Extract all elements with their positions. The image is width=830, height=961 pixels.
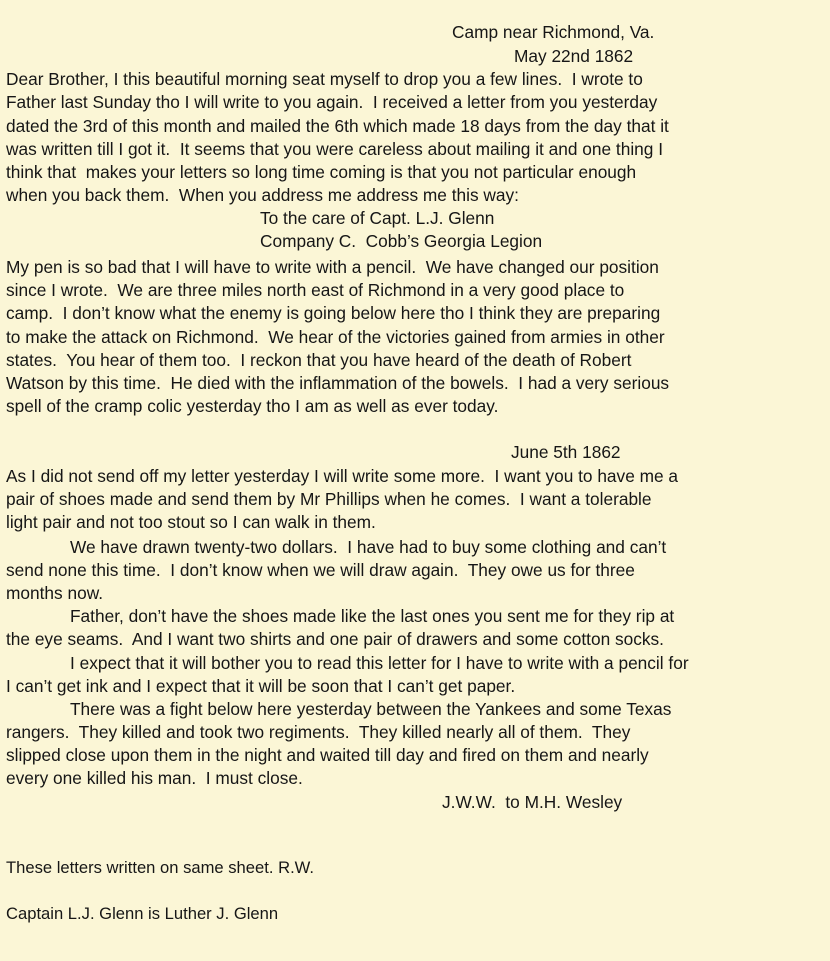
letter-line: when you back them. When you address me address me this way: bbox=[6, 185, 519, 205]
letter-line: My pen is so bad that I will have to write with a pencil. We have changed our position bbox=[6, 257, 659, 277]
letter-date: May 22nd 1862 bbox=[514, 46, 634, 66]
letter-line: dated the 3rd of this month and mailed the 6th which made 18 days from the day that it bbox=[6, 116, 669, 136]
editor-note: These letters written on same sheet. R.W. bbox=[6, 858, 315, 877]
letter-line: to make the attack on Richmond. We hear of the victories gained from armies in other bbox=[6, 327, 665, 347]
letter-line: There was a fight below here yesterday between the Yankees and some Texas bbox=[70, 699, 672, 719]
letter-line: I can’t get ink and I expect that it will be soon that I can’t get paper. bbox=[6, 676, 516, 696]
letter-line: send none this time. I don’t know when we will draw again. They owe us for three bbox=[6, 560, 635, 580]
letter-line: Father, don’t have the shoes made like the last ones you sent me for they rip at bbox=[70, 606, 675, 626]
letter-line: light pair and not too stout so I can walk in them. bbox=[6, 512, 376, 532]
letter-line: We have drawn twenty-two dollars. I have had to buy some clothing and can’t bbox=[70, 537, 667, 557]
address-line: Company C. Cobb’s Georgia Legion bbox=[260, 231, 543, 251]
letter-line: Watson by this time. He died with the inflammation of the bowels. I had a very serious bbox=[6, 373, 670, 393]
letter-line: rangers. They killed and took two regiments. They killed nearly all of them. They bbox=[6, 722, 631, 742]
letter-line: months now. bbox=[6, 583, 104, 603]
letter-line: Dear Brother, I this beautiful morning seat myself to drop you a few lines. I wrote to bbox=[6, 69, 643, 89]
letter-line: Father last Sunday tho I will write to you again. I received a letter from you yesterday bbox=[6, 92, 658, 112]
letter-line: As I did not send off my letter yesterday I will write some more. I want you to have me a bbox=[6, 466, 679, 486]
letter-line: every one killed his man. I must close. bbox=[6, 768, 303, 788]
letter-line: states. You hear of them too. I reckon that you have heard of the death of Robert bbox=[6, 350, 632, 370]
letter-place: Camp near Richmond, Va. bbox=[452, 22, 655, 42]
signature-line: J.W.W. to M.H. Wesley bbox=[442, 792, 623, 812]
second-letter-date: June 5th 1862 bbox=[511, 442, 621, 462]
letter-line: think that makes your letters so long time coming is that you not particular enough bbox=[6, 162, 637, 182]
letter-line: pair of shoes made and send them by Mr Phillips when he comes. I want a tolerable bbox=[6, 489, 652, 509]
editor-note: Captain L.J. Glenn is Luther J. Glenn bbox=[6, 904, 279, 923]
letter-line: the eye seams. And I want two shirts and one pair of drawers and some cotton socks. bbox=[6, 629, 664, 649]
letter-line: spell of the cramp colic yesterday tho I am as well as ever today. bbox=[6, 396, 499, 416]
address-line: To the care of Capt. L.J. Glenn bbox=[260, 208, 495, 228]
letter-line: slipped close upon them in the night and waited till day and fired on them and nearly bbox=[6, 745, 649, 765]
letter-line: since I wrote. We are three miles north east of Richmond in a very good place to bbox=[6, 280, 625, 300]
letter-line: camp. I don’t know what the enemy is going below here tho I think they are preparing bbox=[6, 303, 661, 323]
letter-line: I expect that it will bother you to read this letter for I have to write with a pencil for bbox=[70, 653, 689, 673]
letter-line: was written till I got it. It seems that you were careless about mailing it and one thing I bbox=[6, 139, 664, 159]
